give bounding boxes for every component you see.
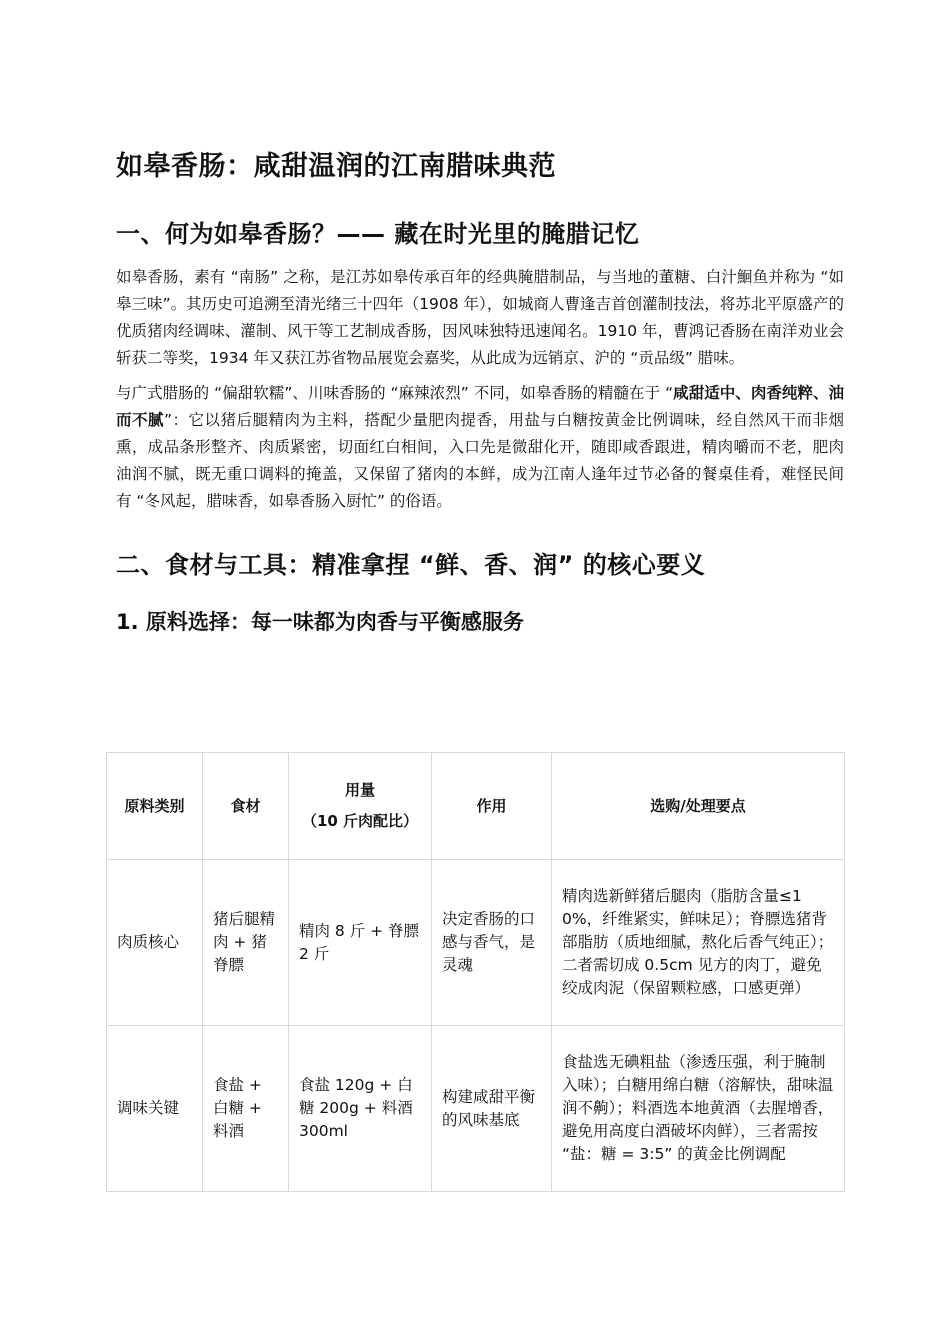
table-row <box>107 1026 845 1192</box>
page-title: 如皋香肠：咸甜温润的江南腊味典范 <box>116 151 556 182</box>
cell-amount: 精肉 8 斤 + 脊膘 2 斤 <box>289 860 432 1026</box>
cell-notes: 食盐选无碘粗盐（渗透压强，利于腌制入味）；白糖用绵白糖（溶解快，甜味温润不齁）；料酒选本地黄酒（去腥增香，避免用高度白酒破坏肉鲜），三者需按 “盐：糖 = 3:5” 的黄金比例调配 <box>552 1026 845 1192</box>
table-row <box>107 860 845 1026</box>
table-header-row <box>107 753 845 860</box>
section1-heading: 一、何为如皋香肠？—— 藏在时光里的腌腊记忆 <box>116 220 640 248</box>
article-body <box>116 150 844 637</box>
section1-paragraph-1: 如皋香肠，素有 “南肠” 之称，是江苏如皋传承百年的经典腌腊制品，与当地的董糖、白汁鮰鱼并称为 “如皋三味”。其历史可追溯至清光绪三十四年（1908 年），如城商人曹逢吉首创灌制技法，将苏北平原盛产的优质猪肉经调味、灌制、风干等工艺制成香肠，因风味独特迅速闻名。1910 年，曹鸿记香肠在南洋劝业会斩获二等奖，1934 年又获江苏省物品展览会嘉奖，从此成为远销京、沪的 “贡品级” 腊味。 <box>116 268 844 367</box>
cell-ingredient: 食盐 + 白糖 + 料酒 <box>203 1026 289 1192</box>
cell-amount: 食盐 120g + 白糖 200g + 料酒 300ml <box>289 1026 432 1192</box>
cell-role: 决定香肠的口感与香气，是灵魂 <box>432 860 552 1026</box>
header-ingredient: 食材 <box>203 753 289 860</box>
section1-paragraph-2 <box>116 380 844 515</box>
header-amount-line1: 用量 <box>344 781 375 799</box>
header-category: 原料类别 <box>107 753 203 860</box>
section2-heading: 二、食材与工具：精准拿捏 “鲜、香、润” 的核心要义 <box>116 551 706 579</box>
header-notes: 选购/处理要点 <box>552 753 845 860</box>
cell-ingredient: 猪后腿精肉 + 猪脊膘 <box>203 860 289 1026</box>
header-amount <box>289 753 432 860</box>
para2-text-end: ”：它以猪后腿精肉为主料，搭配少量肥肉提香，用盐与白糖按黄金比例调味，经自然风干而非烟熏，成品条形整齐、肉质紧密，切面红白相间，入口先是微甜化开，随即咸香跟进，精肉嚼而不老，肥肉油润不腻，既无重口调料的掩盖，又保留了猪肉的本鲜，成为江南人逢年过节必备的餐桌佳肴，难怪民间有 “冬风起，腊味香，如皋香肠入厨忙” 的俗语。 <box>116 411 844 510</box>
para2-text-start: 与广式腊肠的 “偏甜软糯”、川味香肠的 “麻辣浓烈” 不同，如皋香肠的精髓在于 “ <box>116 384 674 402</box>
cell-role: 构建咸甜平衡的风味基底 <box>432 1026 552 1192</box>
cell-category: 调味关键 <box>107 1026 203 1192</box>
section2-subheading: 1. 原料选择：每一味都为肉香与平衡感服务 <box>116 610 524 634</box>
header-role: 作用 <box>432 753 552 860</box>
para2-emphasis: 咸甜适中、肉香纯粹、油而不腻 <box>116 384 844 429</box>
header-amount-line2: （10 斤肉配比） <box>301 812 419 830</box>
cell-category: 肉质核心 <box>107 860 203 1026</box>
ingredients-table <box>106 752 845 1192</box>
cell-notes: 精肉选新鲜猪后腿肉（脂肪含量≤10%，纤维紧实，鲜味足）；脊膘选猪背部脂肪（质地细腻，熬化后香气纯正）；二者需切成 0.5cm 见方的肉丁，避免绞成肉泥（保留颗粒感，口感更弹） <box>552 860 845 1026</box>
